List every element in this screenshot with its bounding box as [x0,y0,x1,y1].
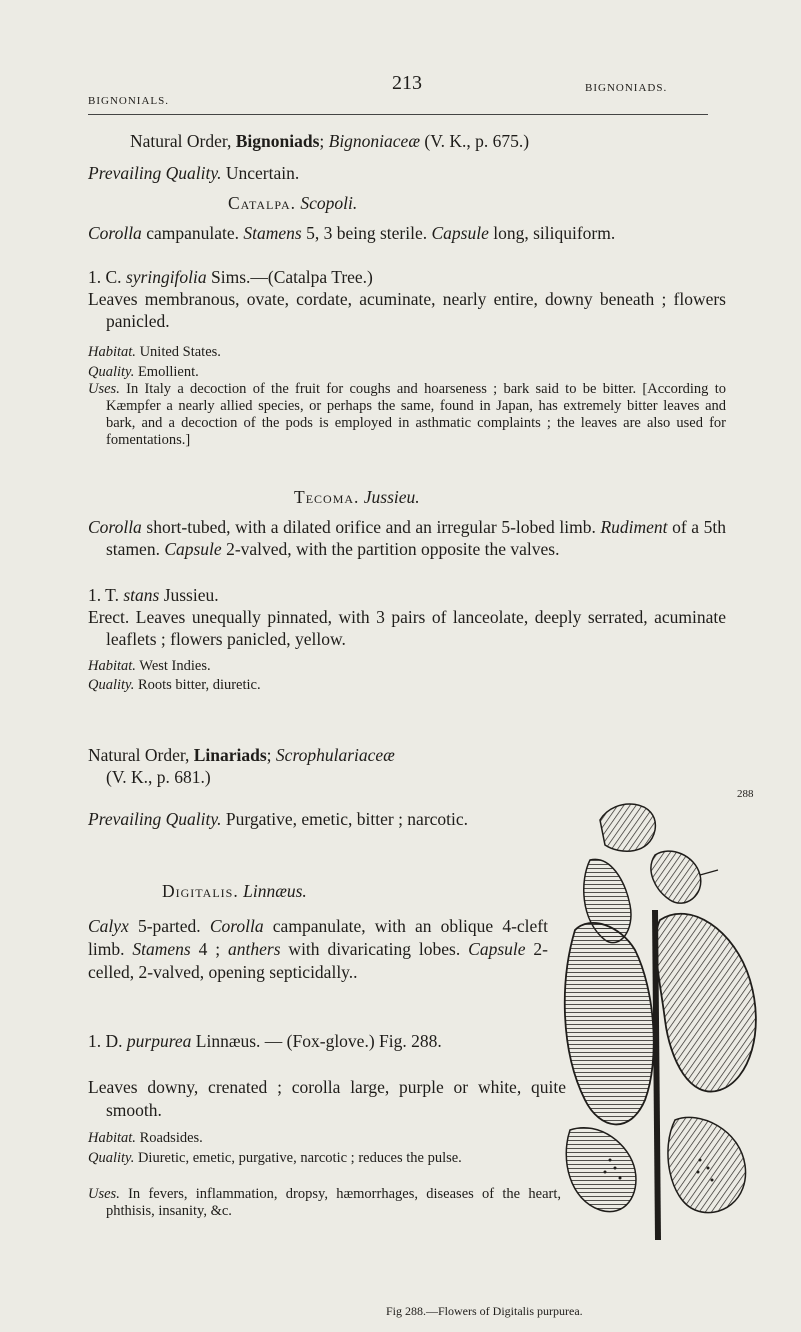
page-number: 213 [392,72,422,94]
prevailing-quality: Prevailing Quality. Purgative, emetic, bitter ; narcotic. [88,809,469,829]
header-rule [88,114,708,115]
genus-heading: Tecoma. Jussieu. [294,487,420,507]
blackletter-order-name: Linariads [193,745,267,765]
running-header-right: BIGNONIADS. [585,82,668,94]
prevailing-quality: Prevailing Quality. Uncertain. [88,163,300,183]
genus-description: Calyx 5-parted. Corolla campanulate, with an oblique 4-cleft limb. Stamens 4 ; anthers with divaricating lobes. Capsule 2-celled, 2-valved, opening septicidally.. [88,916,548,982]
habitat-line: Habitat. United States. [88,344,221,360]
quality-line: Quality. Roots bitter, diuretic. [88,677,261,693]
blackletter-order-name: Bignoniads [235,131,320,151]
figure-number: 288 [737,788,754,800]
uses-paragraph: Uses. In Italy a decoction of the fruit for coughs and hoarseness ; bark said to be bitter. [According to Kæmpfer a nearly allied species, or perhaps the same, found in Japan, has extremely bitter leaves and bark, and a decoction of the pods is employed in asthmatic complaints ; the leaves are also used for fomentations.] [88,381,726,448]
digitalis-flowers-illustration [560,800,770,1260]
genus-heading: Digitalis. Linnæus. [162,881,307,901]
species-entry: 1. C. syringifolia Sims.—(Catalpa Tree.) [88,267,373,287]
species-entry: 1. T. stans Jussieu. [88,585,219,605]
natural-order-heading: Natural Order, Linariads; Scrophulariaceæ (V. K., p. 681.) [88,745,395,787]
habitat-line: Habitat. West Indies. [88,658,211,674]
genus-description: Corolla campanulate. Stamens 5, 3 being sterile. Capsule long, siliquiform. [88,223,616,243]
figure-caption: Fig 288.—Flowers of Digitalis purpurea. [386,1304,583,1318]
genus-heading: Catalpa. Scopoli. [228,193,358,213]
habitat-line: Habitat. Roadsides. [88,1130,203,1146]
running-header-left: BIGNONIALS. [88,95,169,107]
genus-description: Corolla short-tubed, with a dilated orifice and an irregular 5-lobed limb. Rudiment of a 5th stamen. Capsule 2-valved, with the partition opposite the valves. [88,517,726,559]
quality-line: Quality. Diuretic, emetic, purgative, narcotic ; reduces the pulse. [88,1150,462,1166]
species-description: Erect. Leaves unequally pinnated, with 3 pairs of lanceolate, deeply serrated, acuminate leaflets ; flowers panicled, yellow. [88,607,726,649]
natural-order-heading: Natural Order, Bignoniads; Bignoniaceæ (V. K., p. 675.) [130,131,530,151]
uses-paragraph: Uses. In fevers, inflammation, dropsy, hæmorrhages, diseases of the heart, phthisis, insanity, &c. [88,1186,561,1219]
species-leaves: Leaves downy, crenated ; corolla large, purple or white, quite smooth. [88,1077,566,1120]
species-entry: 1. D. purpurea Linnæus. — (Fox-glove.) Fig. 288. [88,1031,442,1051]
species-leaves: Leaves membranous, ovate, cordate, acuminate, nearly entire, downy beneath ; flowers panicled. [88,289,726,331]
quality-line: Quality. Emollient. [88,364,199,380]
